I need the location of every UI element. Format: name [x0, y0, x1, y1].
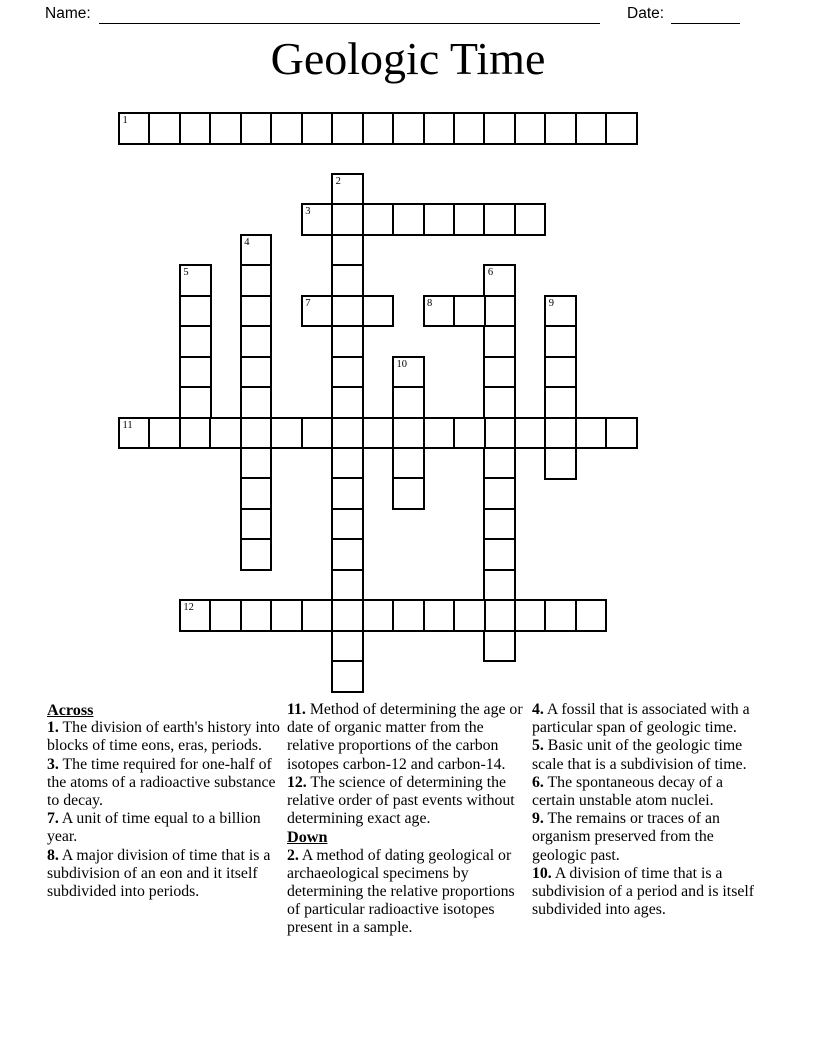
grid-cell[interactable]	[331, 569, 364, 602]
grid-cell[interactable]	[483, 599, 516, 632]
grid-cell[interactable]	[514, 203, 547, 236]
clue-number: 11.	[287, 701, 306, 718]
grid-cell[interactable]	[514, 417, 547, 450]
grid-cell[interactable]	[209, 417, 242, 450]
grid-cell[interactable]	[392, 356, 425, 389]
grid-cell[interactable]	[270, 599, 303, 632]
cell-number: 6	[487, 267, 494, 279]
clues-down-header: Down	[287, 828, 328, 847]
cell-number: 1	[122, 115, 128, 126]
grid-cell[interactable]	[240, 599, 273, 632]
grid-cell[interactable]	[331, 203, 364, 236]
page-title: Geologic Time	[270, 33, 546, 84]
clue-number: 4.	[532, 701, 544, 718]
clue-item-10: 10. A division of time that is a subdivision of a period and is itself subdivided into ages.	[532, 864, 755, 919]
clue-number: 6.	[532, 773, 544, 791]
clue-number: 9.	[532, 810, 544, 828]
grid-cell[interactable]	[179, 599, 212, 632]
grid-cell[interactable]	[544, 356, 577, 389]
grid-cell[interactable]	[331, 599, 364, 632]
grid-cell[interactable]	[270, 417, 303, 450]
clue-item-12: 12. The science of determining the relative order of past events without determining exact age.	[287, 773, 515, 828]
grid-cell[interactable]	[301, 417, 334, 450]
grid-cell[interactable]	[118, 112, 151, 145]
grid-cell[interactable]	[453, 112, 486, 145]
grid-cell[interactable]	[392, 599, 425, 632]
grid-cell[interactable]	[544, 599, 577, 632]
grid-cell[interactable]	[483, 112, 516, 145]
grid-cell[interactable]	[544, 417, 577, 450]
grid-cell[interactable]	[453, 417, 486, 450]
grid-cell[interactable]	[301, 599, 334, 632]
grid-cell[interactable]	[240, 447, 273, 480]
clues-across-header: Across	[47, 701, 94, 719]
grid-cell[interactable]	[483, 538, 516, 571]
clue-number: 2.	[287, 846, 299, 864]
grid-cell[interactable]	[423, 112, 456, 145]
grid-cell[interactable]	[301, 295, 334, 328]
cell-number: 2	[335, 175, 341, 187]
clue-number: 7.	[47, 810, 59, 828]
grid-cell[interactable]	[392, 447, 425, 480]
clue-number: 1.	[47, 719, 59, 737]
grid-cell[interactable]	[483, 264, 516, 297]
grid-cell[interactable]	[179, 356, 212, 389]
grid-cell[interactable]	[240, 356, 273, 389]
clue-item-4: 4. A fossil that is associated with a particular span of geologic time.	[532, 701, 750, 737]
grid-cell[interactable]	[118, 417, 151, 450]
date-label: Date:	[627, 5, 665, 22]
grid-cell[interactable]	[362, 295, 395, 328]
grid-cell[interactable]	[240, 508, 273, 541]
grid-cell[interactable]	[453, 203, 486, 236]
cell-number: 12	[183, 602, 194, 614]
clue-column	[287, 701, 527, 938]
grid-cell[interactable]	[514, 112, 547, 145]
grid-cell[interactable]	[331, 295, 364, 328]
grid-cell[interactable]	[423, 295, 456, 328]
grid-cell[interactable]	[331, 447, 364, 480]
grid-cell[interactable]	[331, 112, 364, 145]
clue-item-6: 6. The spontaneous decay of a certain unstable atom nuclei.	[532, 773, 723, 810]
grid-cell[interactable]	[179, 325, 212, 358]
grid-cell[interactable]	[148, 112, 181, 145]
grid-cell[interactable]	[331, 386, 364, 419]
grid-cell[interactable]	[331, 660, 364, 693]
cell-number: 11	[122, 419, 133, 431]
grid-cell[interactable]	[240, 264, 273, 297]
clue-item-1: 1. The division of earth's history into blocks of time eons, eras, periods.	[47, 719, 280, 755]
clue-item-8: 8. A major division of time that is a subdivision of an eon and it itself subdivided into periods.	[47, 846, 271, 901]
grid-cell[interactable]	[544, 112, 577, 145]
grid-cell[interactable]	[148, 417, 181, 450]
grid-cell[interactable]	[544, 325, 577, 358]
grid-cell[interactable]	[331, 417, 364, 450]
grid-cell[interactable]	[179, 386, 212, 419]
grid-cell[interactable]	[179, 295, 212, 328]
clue-item-2: 2. A method of dating geological or archaeological specimens by determining the relative proportions of particular radioactive isotopes present in a sample.	[287, 846, 515, 937]
cell-number: 10	[396, 358, 408, 370]
clue-item-9: 9. The remains or traces of an organism preserved from the geologic past.	[532, 810, 720, 864]
grid-cell[interactable]	[240, 386, 273, 419]
grid-cell[interactable]	[179, 417, 212, 450]
grid-cell[interactable]	[331, 173, 364, 206]
grid-cell[interactable]	[453, 295, 486, 328]
name-label: Name:	[45, 5, 91, 22]
grid-cell[interactable]	[575, 599, 608, 632]
clue-item-7: 7. A unit of time equal to a billion year.	[47, 810, 261, 846]
clue-number: 12.	[287, 773, 307, 791]
grid-cell[interactable]	[209, 599, 242, 632]
clue-item-3: 3. The time required for one-half of the atoms of a radioactive substance to decay.	[47, 755, 276, 810]
cell-number: 8	[427, 297, 433, 309]
cell-number: 5	[183, 267, 189, 279]
grid-cell[interactable]	[240, 538, 273, 571]
cell-number: 4	[244, 236, 250, 248]
clue-column	[47, 701, 280, 901]
grid-cell[interactable]	[362, 112, 395, 145]
cell-number: 9	[548, 297, 555, 309]
grid-cell[interactable]	[301, 112, 334, 145]
clue-number: 5.	[532, 737, 544, 755]
grid-cell[interactable]	[575, 417, 608, 450]
grid-cell[interactable]	[483, 417, 516, 450]
grid-cell[interactable]	[209, 112, 242, 145]
grid-cell[interactable]	[331, 356, 364, 389]
grid-cell[interactable]	[483, 325, 516, 358]
grid-cell[interactable]	[331, 538, 364, 571]
grid-cell[interactable]	[392, 417, 425, 450]
grid-cell[interactable]	[362, 417, 395, 450]
grid-cell[interactable]	[392, 112, 425, 145]
grid-cell[interactable]	[240, 234, 273, 267]
grid-cell[interactable]	[575, 112, 608, 145]
grid-cell[interactable]	[331, 630, 364, 663]
grid-cell[interactable]	[483, 477, 516, 510]
grid-cell[interactable]	[240, 112, 273, 145]
grid-cell[interactable]	[179, 112, 212, 145]
grid-cell[interactable]	[392, 386, 425, 419]
grid-cell[interactable]	[362, 599, 395, 632]
grid-cell[interactable]	[392, 477, 425, 510]
grid-cell[interactable]	[483, 630, 516, 663]
clue-number: 3.	[47, 755, 59, 773]
clue-item-11: 11. Method of determining the age or date of organic matter from the relative proportions of the carbon isotopes carbon-12 and carbon-14.	[287, 701, 523, 773]
grid-cell[interactable]	[483, 508, 516, 541]
grid-cell[interactable]	[392, 203, 425, 236]
grid-cell[interactable]	[240, 325, 273, 358]
grid-cell[interactable]	[362, 203, 395, 236]
grid-cell[interactable]	[483, 386, 516, 419]
clue-number: 10.	[532, 864, 552, 882]
grid-cell[interactable]	[605, 417, 638, 450]
grid-cell[interactable]	[240, 417, 273, 450]
grid-cell[interactable]	[514, 599, 547, 632]
grid-cell[interactable]	[240, 295, 273, 328]
grid-cell[interactable]	[483, 447, 516, 480]
grid-cell[interactable]	[331, 477, 364, 510]
grid-cell[interactable]	[423, 599, 456, 632]
grid-cell[interactable]	[423, 203, 456, 236]
cell-number: 7	[305, 297, 311, 309]
grid-cell[interactable]	[331, 264, 364, 297]
cell-number: 3	[305, 206, 311, 218]
clue-number: 8.	[47, 846, 59, 864]
grid-cell[interactable]	[544, 386, 577, 419]
grid-cell[interactable]	[423, 417, 456, 450]
grid-cell[interactable]	[331, 325, 364, 358]
clue-column	[532, 701, 765, 919]
grid-cell[interactable]	[301, 203, 334, 236]
grid-cell[interactable]	[483, 203, 516, 236]
grid-cell[interactable]	[270, 112, 303, 145]
grid-cell[interactable]	[544, 447, 577, 480]
grid-cell[interactable]	[331, 234, 364, 267]
grid-cell[interactable]	[483, 295, 516, 328]
grid-cell[interactable]	[605, 112, 638, 145]
grid-cell[interactable]	[544, 295, 577, 328]
grid-cell[interactable]	[331, 508, 364, 541]
grid-cell[interactable]	[483, 569, 516, 602]
grid-cell[interactable]	[453, 599, 486, 632]
grid-cell[interactable]	[179, 264, 212, 297]
clue-item-5: 5. Basic unit of the geologic time scale that is a subdivision of time.	[532, 737, 747, 773]
grid-cell[interactable]	[240, 477, 273, 510]
grid-cell[interactable]	[483, 356, 516, 389]
